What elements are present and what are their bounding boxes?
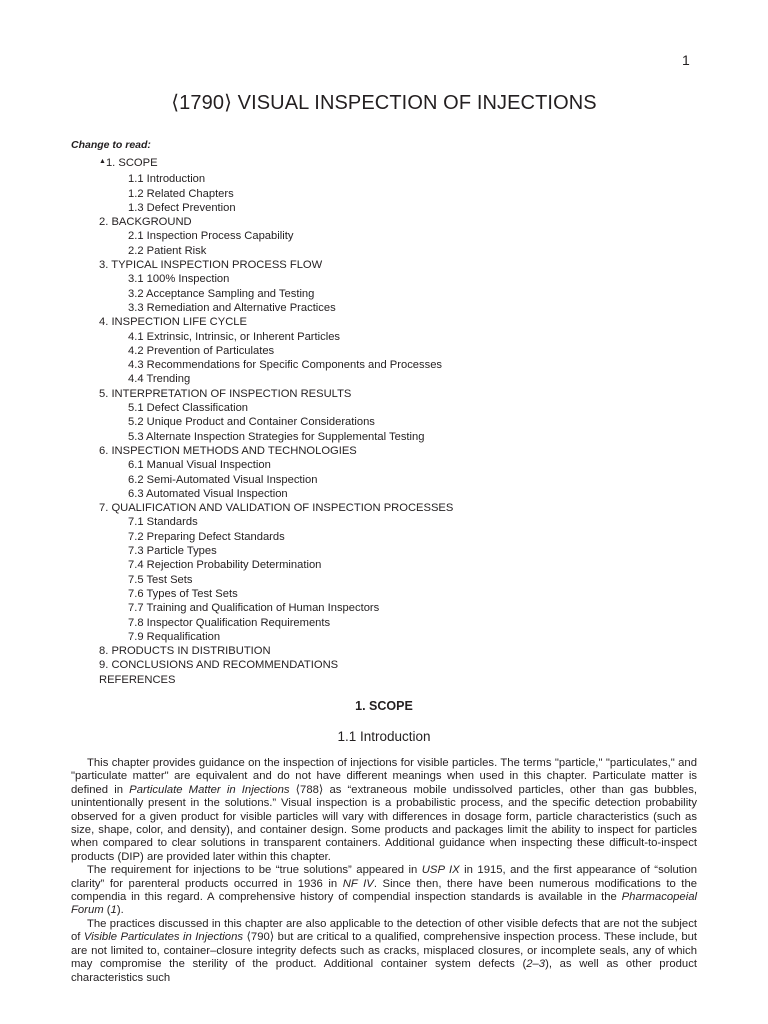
toc-item (0, 501, 768, 515)
subsection-heading: 1.1 Introduction (337, 729, 431, 744)
toc-item (0, 587, 768, 601)
text-run: ). (116, 904, 124, 917)
toc-item (0, 244, 768, 258)
toc-item-label: 3.3 Remediation and Alternative Practices (128, 301, 336, 314)
toc-item (0, 658, 768, 672)
body-text (71, 757, 697, 985)
table-of-contents (0, 156, 768, 687)
toc-item (0, 530, 768, 544)
text-run: This chapter provides guidance on the inspection of injections for visible particles. The terms "particle," "particulates," and "particulate matter" are equivalent and do not have different meanings when used in this chapter. Particulate matter is defined in (71, 757, 697, 796)
toc-item (0, 372, 768, 386)
toc-item (0, 330, 768, 344)
toc-item-label: 7.9 Requalification (128, 630, 221, 643)
toc-item (0, 630, 768, 644)
toc-item-label: 1.1 Introduction (128, 173, 206, 186)
toc-item-label: 7.8 Inspector Qualification Requirements (128, 616, 331, 629)
toc-item-label: 1.2 Related Chapters (128, 187, 234, 200)
toc-item-label: 7.2 Preparing Defect Standards (128, 530, 285, 543)
toc-item (0, 487, 768, 501)
toc-item-label: 4. INSPECTION LIFE CYCLE (99, 316, 247, 329)
toc-item-label: 7. QUALIFICATION AND VALIDATION OF INSPECTION PROCESSES (99, 502, 454, 515)
toc-item (0, 187, 768, 201)
body-paragraph (71, 864, 697, 918)
body-paragraph (71, 757, 697, 864)
toc-item-label: 5. INTERPRETATION OF INSPECTION RESULTS (99, 387, 352, 400)
toc-item-label: 5.2 Unique Product and Container Considerations (128, 416, 375, 429)
toc-item-label: 8. PRODUCTS IN DISTRIBUTION (99, 645, 271, 658)
toc-item-label: 1.3 Defect Prevention (128, 201, 236, 214)
toc-item (0, 673, 768, 687)
toc-item (0, 258, 768, 272)
text-run: ⟨788⟩ as “extraneous mobile undissolved particles, other than gas bubbles, unintentionally present in the solutions.” Visual inspection is a probabilistic process, and the specific detection probability observed for a given product for visible particles will vary with differences in dosage form, particle characteristics (such as size, shape, color, and density), and container design. Some products and packages limit the ability to inspect for particles when compared to clear solutions in transparent containers. Additional guidance when inspecting these difficult-to-inspect products (DIP) are provided later within this chapter. (71, 783, 697, 863)
toc-item-label: 4.2 Prevention of Particulates (128, 344, 275, 357)
toc-item (0, 558, 768, 572)
toc-item (0, 272, 768, 286)
toc-item-label: 1. SCOPE (105, 157, 158, 169)
italic-text: Visible Particulates in Injections (83, 931, 244, 944)
toc-item (0, 573, 768, 587)
toc-item (0, 358, 768, 372)
page-number: 1 (682, 52, 690, 68)
toc-item-label: 7.7 Training and Qualification of Human Inspectors (128, 602, 380, 615)
toc-item (0, 287, 768, 301)
toc-item-label: 6. INSPECTION METHODS AND TECHNOLOGIES (99, 444, 357, 457)
toc-item-label: 2.1 Inspection Process Capability (128, 230, 294, 243)
toc-item (0, 644, 768, 658)
page-title: ⟨1790⟩ VISUAL INSPECTION OF INJECTIONS (171, 92, 597, 114)
toc-item-label: 5.1 Defect Classification (128, 402, 249, 415)
toc-item (0, 229, 768, 243)
toc-item (0, 515, 768, 529)
toc-item-label: 6.1 Manual Visual Inspection (128, 459, 271, 472)
toc-item (0, 601, 768, 615)
text-run: The practices discussed in this chapter are also applicable to the detection of other visible defects that are not the subject of (71, 917, 697, 944)
toc-item-label: 2. BACKGROUND (99, 216, 192, 229)
toc-item-label: 4.3 Recommendations for Specific Components and Processes (128, 359, 443, 372)
text-run: ( (103, 904, 111, 917)
toc-item (0, 301, 768, 315)
toc-item (0, 315, 768, 329)
toc-item (0, 458, 768, 472)
toc-item (0, 172, 768, 186)
change-note: Change to read: (71, 139, 151, 151)
toc-item-label: 5.3 Alternate Inspection Strategies for Supplemental Testing (128, 430, 425, 443)
toc-item (0, 156, 768, 172)
toc-item-label: REFERENCES (99, 673, 176, 686)
toc-item-label: 3.1 100% Inspection (128, 273, 230, 286)
toc-item (0, 473, 768, 487)
text-run: in 1915, and the first appearance of “solution clarity” for parenteral products occurred in 1936 in (71, 864, 698, 890)
toc-item (0, 430, 768, 444)
toc-item-label: 7.4 Rejection Probability Determination (128, 559, 322, 572)
body-paragraph (71, 918, 697, 985)
italic-text: 1 (110, 904, 117, 917)
toc-item (0, 616, 768, 630)
toc-item-label: 3. TYPICAL INSPECTION PROCESS FLOW (99, 259, 323, 272)
italic-text: USP IX (421, 864, 460, 877)
section-heading: 1. SCOPE (355, 699, 413, 713)
toc-item-label: 7.5 Test Sets (128, 573, 193, 586)
italic-text: Particulate Matter in Injections (129, 783, 290, 796)
toc-item-label: 9. CONCLUSIONS AND RECOMMENDATIONS (99, 659, 339, 672)
toc-item (0, 344, 768, 358)
toc-item (0, 387, 768, 401)
toc-item-label: 6.3 Automated Visual Inspection (128, 487, 288, 500)
toc-item (0, 401, 768, 415)
text-run: The requirement for injections to be “true solutions” appeared in (87, 864, 422, 877)
toc-item (0, 544, 768, 558)
toc-item-label: 6.2 Semi-Automated Visual Inspection (128, 473, 318, 486)
toc-item (0, 415, 768, 429)
text-run: ), as well as other product characteristics such (71, 958, 697, 984)
toc-item-label: 4.4 Trending (128, 373, 191, 386)
toc-item-label: 7.1 Standards (128, 516, 198, 529)
toc-item-label: 7.3 Particle Types (128, 545, 217, 558)
toc-item (0, 444, 768, 458)
italic-text: 2–3 (526, 958, 546, 971)
toc-item-label: 7.6 Types of Test Sets (128, 587, 238, 600)
text-run: . Since then, there have been numerous modifications to the compendia in this regard. A comprehensive history of compendial inspection standards is available in the (71, 877, 698, 904)
toc-item (0, 215, 768, 229)
toc-item-label: 2.2 Patient Risk (128, 244, 207, 257)
revision-marker-icon: ▲ (99, 158, 106, 165)
italic-text: NF IV (342, 877, 374, 890)
italic-text: Pharmacopeial Forum (71, 891, 697, 917)
toc-item (0, 201, 768, 215)
text-run: ⟨790⟩ but are critical to a qualified, comprehensive inspection process. These include, but are not limited to, container–closure integrity defects such as cracks, misplaced closures, or incomplete seals, any of which may compromise the sterility of the product. Additional container system defects ( (71, 931, 698, 971)
toc-item-label: 4.1 Extrinsic, Intrinsic, or Inherent Particles (128, 330, 341, 343)
toc-item-label: 3.2 Acceptance Sampling and Testing (128, 287, 315, 300)
